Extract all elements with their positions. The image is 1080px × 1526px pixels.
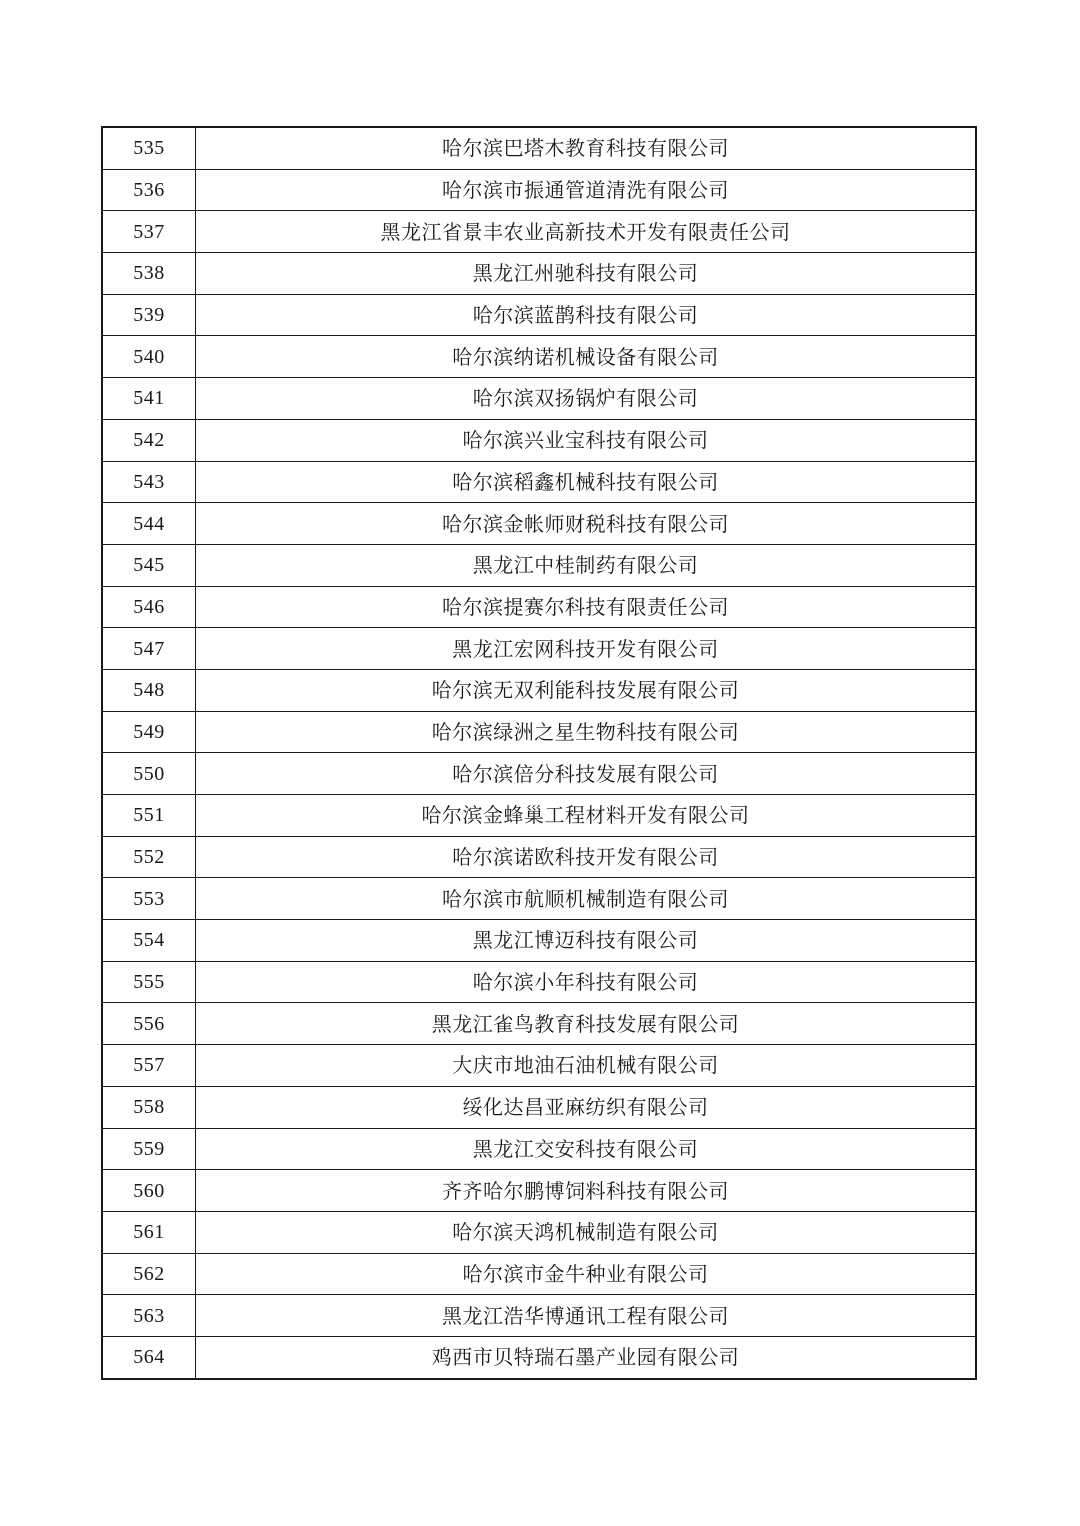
table-row [102, 753, 976, 795]
table-row [102, 586, 976, 628]
table-row [102, 711, 976, 753]
row-number-cell: 557 [102, 1045, 196, 1087]
company-name-cell: 黑龙江省景丰农业高新技术开发有限责任公司 [196, 211, 977, 253]
row-number-cell: 547 [102, 628, 196, 670]
row-number-cell: 539 [102, 294, 196, 336]
table-row [102, 795, 976, 837]
company-name-cell: 哈尔滨金帐师财税科技有限公司 [196, 503, 977, 545]
company-name-cell: 哈尔滨双扬锅炉有限公司 [196, 378, 977, 420]
table-row [102, 378, 976, 420]
row-number-cell: 538 [102, 253, 196, 295]
table-row [102, 127, 976, 169]
row-number-cell: 548 [102, 669, 196, 711]
company-name-cell: 哈尔滨蓝鹊科技有限公司 [196, 294, 977, 336]
table-row [102, 878, 976, 920]
row-number-cell: 552 [102, 836, 196, 878]
company-name-cell: 哈尔滨小年科技有限公司 [196, 961, 977, 1003]
company-name-cell: 黑龙江博迈科技有限公司 [196, 920, 977, 962]
table-row [102, 461, 976, 503]
row-number-cell: 558 [102, 1086, 196, 1128]
row-number-cell: 562 [102, 1253, 196, 1295]
company-name-cell: 哈尔滨无双利能科技发展有限公司 [196, 669, 977, 711]
table-row [102, 336, 976, 378]
row-number-cell: 563 [102, 1295, 196, 1337]
table-row [102, 169, 976, 211]
company-name-cell: 哈尔滨诺欧科技开发有限公司 [196, 836, 977, 878]
company-name-cell: 黑龙江雀鸟教育科技发展有限公司 [196, 1003, 977, 1045]
table-row [102, 419, 976, 461]
company-name-cell: 哈尔滨倍分科技发展有限公司 [196, 753, 977, 795]
row-number-cell: 561 [102, 1211, 196, 1253]
table-row [102, 1336, 976, 1378]
table-row [102, 961, 976, 1003]
row-number-cell: 536 [102, 169, 196, 211]
row-number-cell: 541 [102, 378, 196, 420]
company-name-cell: 绥化达昌亚麻纺织有限公司 [196, 1086, 977, 1128]
table-row [102, 544, 976, 586]
row-number-cell: 560 [102, 1170, 196, 1212]
company-name-cell: 黑龙江宏网科技开发有限公司 [196, 628, 977, 670]
table-row [102, 1128, 976, 1170]
company-name-cell: 哈尔滨稻鑫机械科技有限公司 [196, 461, 977, 503]
company-name-cell: 哈尔滨巴塔木教育科技有限公司 [196, 127, 977, 169]
company-name-cell: 哈尔滨纳诺机械设备有限公司 [196, 336, 977, 378]
row-number-cell: 537 [102, 211, 196, 253]
table-row [102, 669, 976, 711]
company-name-cell: 黑龙江中桂制药有限公司 [196, 544, 977, 586]
company-name-cell: 鸡西市贝特瑞石墨产业园有限公司 [196, 1336, 977, 1378]
table-row [102, 836, 976, 878]
table-row [102, 294, 976, 336]
company-name-cell: 哈尔滨兴业宝科技有限公司 [196, 419, 977, 461]
table-row [102, 211, 976, 253]
row-number-cell: 549 [102, 711, 196, 753]
table-row [102, 1253, 976, 1295]
company-name-cell: 哈尔滨市航顺机械制造有限公司 [196, 878, 977, 920]
row-number-cell: 540 [102, 336, 196, 378]
row-number-cell: 553 [102, 878, 196, 920]
company-name-cell: 黑龙江交安科技有限公司 [196, 1128, 977, 1170]
company-name-cell: 哈尔滨提赛尔科技有限责任公司 [196, 586, 977, 628]
row-number-cell: 544 [102, 503, 196, 545]
company-name-cell: 哈尔滨绿洲之星生物科技有限公司 [196, 711, 977, 753]
row-number-cell: 545 [102, 544, 196, 586]
row-number-cell: 554 [102, 920, 196, 962]
table-body [102, 127, 976, 1379]
table-row [102, 1170, 976, 1212]
company-name-cell: 黑龙江浩华博通讯工程有限公司 [196, 1295, 977, 1337]
row-number-cell: 555 [102, 961, 196, 1003]
table-row [102, 1003, 976, 1045]
table-row [102, 920, 976, 962]
row-number-cell: 551 [102, 795, 196, 837]
row-number-cell: 542 [102, 419, 196, 461]
row-number-cell: 550 [102, 753, 196, 795]
company-name-cell: 哈尔滨金蜂巢工程材料开发有限公司 [196, 795, 977, 837]
row-number-cell: 559 [102, 1128, 196, 1170]
company-name-cell: 哈尔滨市金牛种业有限公司 [196, 1253, 977, 1295]
company-name-cell: 哈尔滨市振通管道清洗有限公司 [196, 169, 977, 211]
company-list-table [101, 126, 977, 1380]
company-name-cell: 黑龙江州驰科技有限公司 [196, 253, 977, 295]
company-name-cell: 齐齐哈尔鹏博饲料科技有限公司 [196, 1170, 977, 1212]
table-row [102, 253, 976, 295]
row-number-cell: 546 [102, 586, 196, 628]
table-row [102, 1211, 976, 1253]
row-number-cell: 535 [102, 127, 196, 169]
table-row [102, 1086, 976, 1128]
table-row [102, 1295, 976, 1337]
row-number-cell: 556 [102, 1003, 196, 1045]
table-row [102, 628, 976, 670]
row-number-cell: 543 [102, 461, 196, 503]
row-number-cell: 564 [102, 1336, 196, 1378]
company-name-cell: 哈尔滨天鸿机械制造有限公司 [196, 1211, 977, 1253]
table-row [102, 1045, 976, 1087]
table-row [102, 503, 976, 545]
company-name-cell: 大庆市地油石油机械有限公司 [196, 1045, 977, 1087]
